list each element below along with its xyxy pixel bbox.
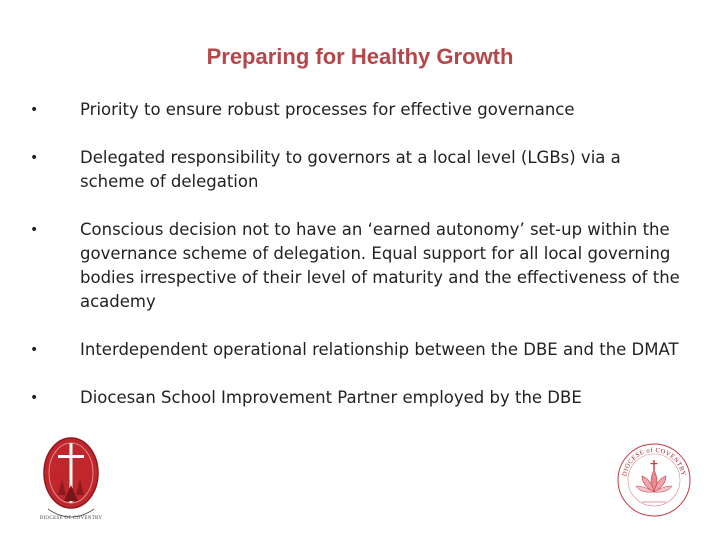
bullet-item <box>30 98 690 122</box>
bullet-symbol: • <box>30 150 39 166</box>
slide-title: Preparing for Healthy Growth <box>206 44 514 69</box>
bullet-text: Priority to ensure robust processes for effective governance <box>80 100 575 119</box>
svg-text:DIOCESE OF COVENTRY: DIOCESE OF COVENTRY <box>40 516 102 521</box>
bullet-text: Diocesan School Improvement Partner employed by the DBE <box>80 388 582 407</box>
bullet-item <box>30 386 690 410</box>
svg-text:DIOCESE of COVENTRY: DIOCESE of COVENTRY <box>621 446 687 477</box>
bullet-item <box>30 338 690 362</box>
bullet-symbol: • <box>30 390 39 406</box>
bullet-item <box>30 146 690 194</box>
diocese-cross-crest-icon <box>40 435 102 525</box>
bullet-text: Interdependent operational relationship between the DBE and the DMAT <box>80 340 679 359</box>
bullet-item <box>30 218 690 314</box>
bullet-symbol: • <box>30 342 39 358</box>
diocese-lotus-seal-icon <box>614 440 694 520</box>
bullet-symbol: • <box>30 222 39 238</box>
bullet-text: Conscious decision not to have an ‘earned autonomy’ set-up within the governance scheme of delegation. Equal support for all local governing bodies irrespective of their level of maturity and the effectiveness of the academy <box>80 220 680 311</box>
bullet-text: Delegated responsibility to governors at a local level (LGBs) via a scheme of delegation <box>80 148 621 191</box>
bullet-list <box>30 98 690 410</box>
bullet-symbol: • <box>30 102 39 118</box>
